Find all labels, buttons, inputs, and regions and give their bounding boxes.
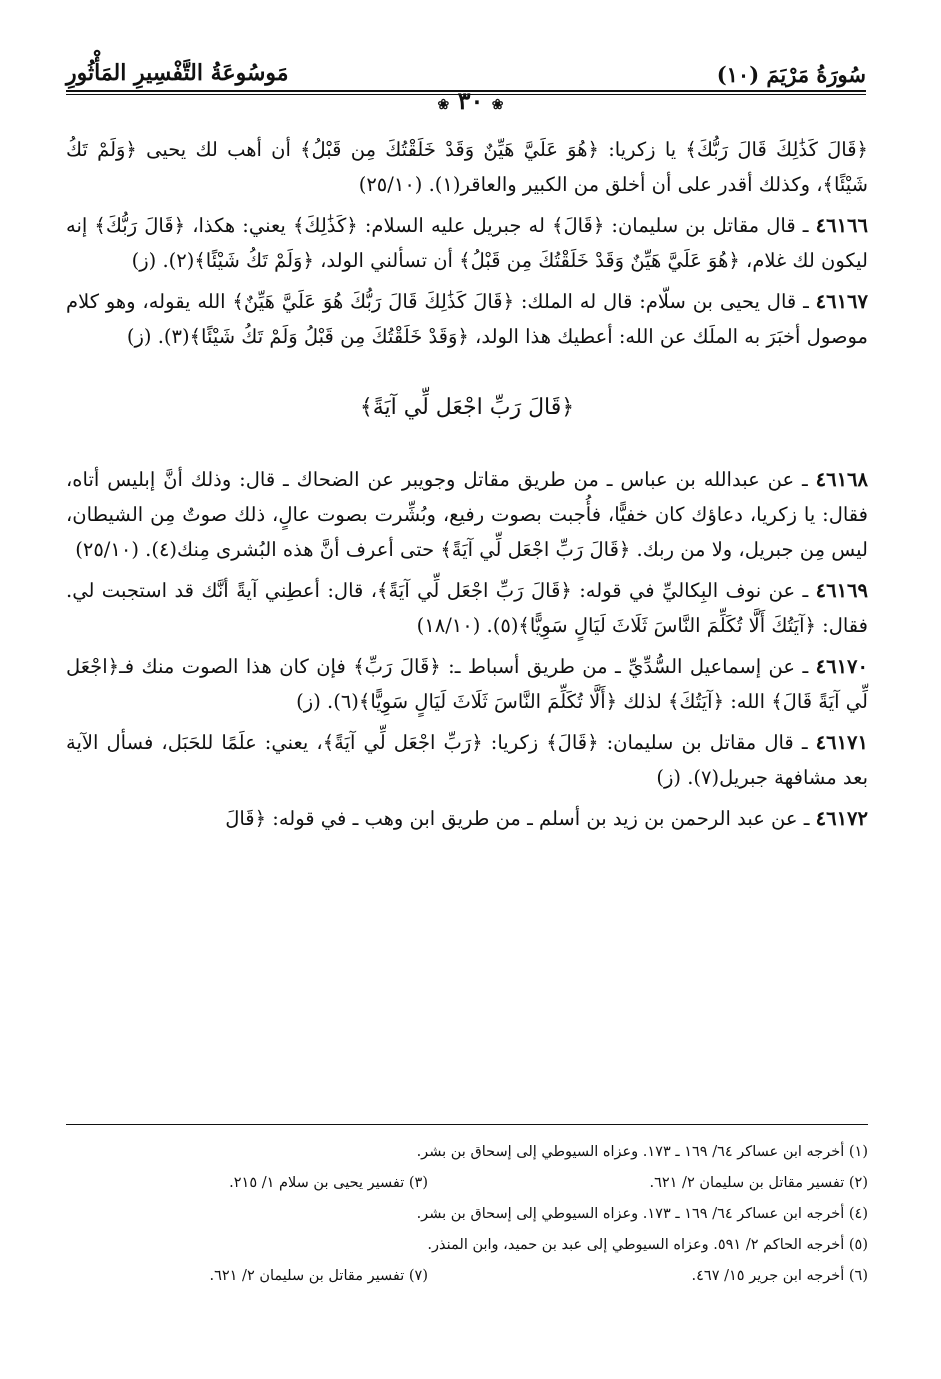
entry-text: ـ عن عبد الرحمن بن زيد بن أسلم ـ من طريق ابن وهب ـ في قوله: ﴿قَالَ: [225, 807, 816, 830]
page-number: ٣٠: [457, 86, 484, 115]
footnote-text: (٤) أخرجه ابن عساكر ٦٤/ ١٦٩ ـ ١٧٣. وعزاه السيوطي إلى إسحاق بن بشر.: [416, 1206, 868, 1222]
paragraph: [66, 132, 868, 202]
ornament-right-icon: ❀: [491, 97, 504, 113]
entry-46166: [66, 208, 868, 278]
verse-heading: ﴿قَالَ رَبِّ اجْعَل لِّي آيَةً﴾: [359, 395, 575, 420]
entry-number: ٤٦١٦٦: [815, 214, 868, 237]
footnote-1: [66, 1137, 868, 1168]
paragraph-text: ﴿قَالَ كَذَٰلِكَ قَالَ رَبُّكَ﴾ يا زكريا: ﴿هُوَ عَلَيَّ هَيِّنٌ وَقَدْ خَلَقْتُكَ مِن قَبْلُ﴾ أن أهب لك يحيى ﴿وَلَمْ تَكُ شَيْئًا﴾، وكذلك أقدر على أن أخلق من الكبير والعاقر(١). (٢٥/١٠): [66, 138, 868, 196]
main-text: [66, 132, 868, 842]
entry-46168: [66, 462, 868, 567]
entry-number: ٤٦١٦٧: [815, 290, 868, 313]
entry-number: ٤٦١٦٩: [815, 579, 868, 602]
footnote-row-2-3: [66, 1168, 868, 1199]
entry-46172: [66, 801, 868, 836]
footnote-3: (٣) تفسير يحيى بن سلام ١/ ٢١٥.: [229, 1175, 428, 1191]
entry-text: ـ قال مقاتل بن سليمان: ﴿قَالَ﴾ زكريا: ﴿رَبِّ اجْعَل لِّي آيَةً﴾، يعني: علَمًا للحَبَل، فسأل الآية بعد مشافهة جبريل(٧). (ز): [66, 731, 868, 789]
entry-text: ـ عن نوف البِكاليِّ في قوله: ﴿قَالَ رَبِّ اجْعَل لِّي آيَةً﴾، قال: أعطِني آيةً أنَّك قد استجبت لي. فقال: ﴿آيَتُكَ أَلَّا تُكَلِّمَ النَّاسَ ثَلَاثَ لَيَالٍ سَوِيًّا﴾(٥). (١٨/١٠): [66, 579, 868, 637]
footnote-6: (٦) أخرجه ابن جرير ١٥/ ٤٦٧.: [691, 1268, 868, 1284]
footnote-2: (٢) تفسير مقاتل بن سليمان ٢/ ٦٢١.: [649, 1175, 868, 1191]
book-title: مَوسُوعَةُ التَّفْسِيرِ المَأْثُورِ: [66, 60, 289, 86]
entry-text: ـ عن عبدالله بن عباس ـ من طريق مقاتل وجويبر عن الضحاك ـ قال: وذلك أنَّ إبليس أتاه، فقال: يا زكريا، دعاؤك كان خفيًّا، فأُجبت بصوت رفيع، وبُشِّرت بصوت عالٍ، ذلك صوتٌ مِن الشيطان، ليس مِن جبريل، ولا من ربك. ﴿قَالَ رَبِّ اجْعَل لِّي آيَةً﴾ حتى أعرف أنَّ هذه البُشرى مِنك(٤). (٢٥/١٠): [66, 468, 868, 561]
footnote-7: (٧) تفسير مقاتل بن سليمان ٢/ ٦٢١.: [209, 1268, 428, 1284]
entry-46171: [66, 725, 868, 795]
footnote-rule: [66, 1124, 868, 1125]
ornament-left-icon: ❀: [437, 97, 450, 113]
footnotes: [66, 1137, 868, 1292]
entry-text: ـ قال يحيى بن سلّام: قال له الملك: ﴿قَالَ كَذَٰلِكَ قَالَ رَبُّكَ هُوَ عَلَيَّ هَيِّنٌ﴾ الله يقوله، وهو كلام موصول أخبَرَ به الملَك عن الله: أعطيك هذا الولد، ﴿وَقَدْ خَلَقْتُكَ مِن قَبْلُ وَلَمْ تَكُ شَيْئًا﴾(٣). (ز): [66, 290, 868, 348]
page-number-block: [0, 88, 941, 118]
entry-number: ٤٦١٧٢: [815, 807, 868, 830]
entry-text: ـ قال مقاتل بن سليمان: ﴿قَالَ﴾ له جبريل عليه السلام: ﴿كَذَٰلِكَ﴾ يعني: هكذا، ﴿قَالَ رَبُّكَ﴾ إنه ليكون لك غلام، ﴿هُوَ عَلَيَّ هَيِّنٌ وَقَدْ خَلَقْتُكَ مِن قَبْلُ﴾ أن تسألني الولد، ﴿وَلَمْ تَكُ شَيْئًا﴾(٢). (ز): [66, 214, 868, 272]
entry-number: ٤٦١٦٨: [815, 468, 868, 491]
footnote-4: [66, 1199, 868, 1230]
entry-46169: [66, 573, 868, 643]
entry-number: ٤٦١٧١: [815, 731, 868, 754]
entry-number: ٤٦١٧٠: [815, 655, 868, 678]
footnote-text: (٥) أخرجه الحاكم ٢/ ٥٩١. وعزاه السيوطي إلى عبد بن حميد، وابن المنذر.: [427, 1237, 868, 1253]
entry-text: ـ عن إسماعيل السُّدِّيِّ ـ من طريق أسباط ـ: ﴿قَالَ رَبِّ﴾ فإن كان هذا الصوت منك فـ﴿اجْعَل لِّي آيَةً قَالَ﴾ الله: ﴿آيَتُكَ﴾ لذلك ﴿أَلَّا تُكَلِّمَ النَّاسَ ثَلَاثَ لَيَالٍ سَوِيًّا﴾(٦). (ز): [66, 655, 868, 713]
footnote-text: (١) أخرجه ابن عساكر ٦٤/ ١٦٩ ـ ١٧٣. وعزاه السيوطي إلى إسحاق بن بشر.: [416, 1144, 868, 1160]
footnote-row-6-7: [66, 1261, 868, 1292]
footnote-5: [66, 1230, 868, 1261]
entry-46170: [66, 649, 868, 719]
surah-title: سُورَةُ مَرْيَمَ (١٠): [716, 62, 866, 87]
entry-46167: [66, 284, 868, 354]
